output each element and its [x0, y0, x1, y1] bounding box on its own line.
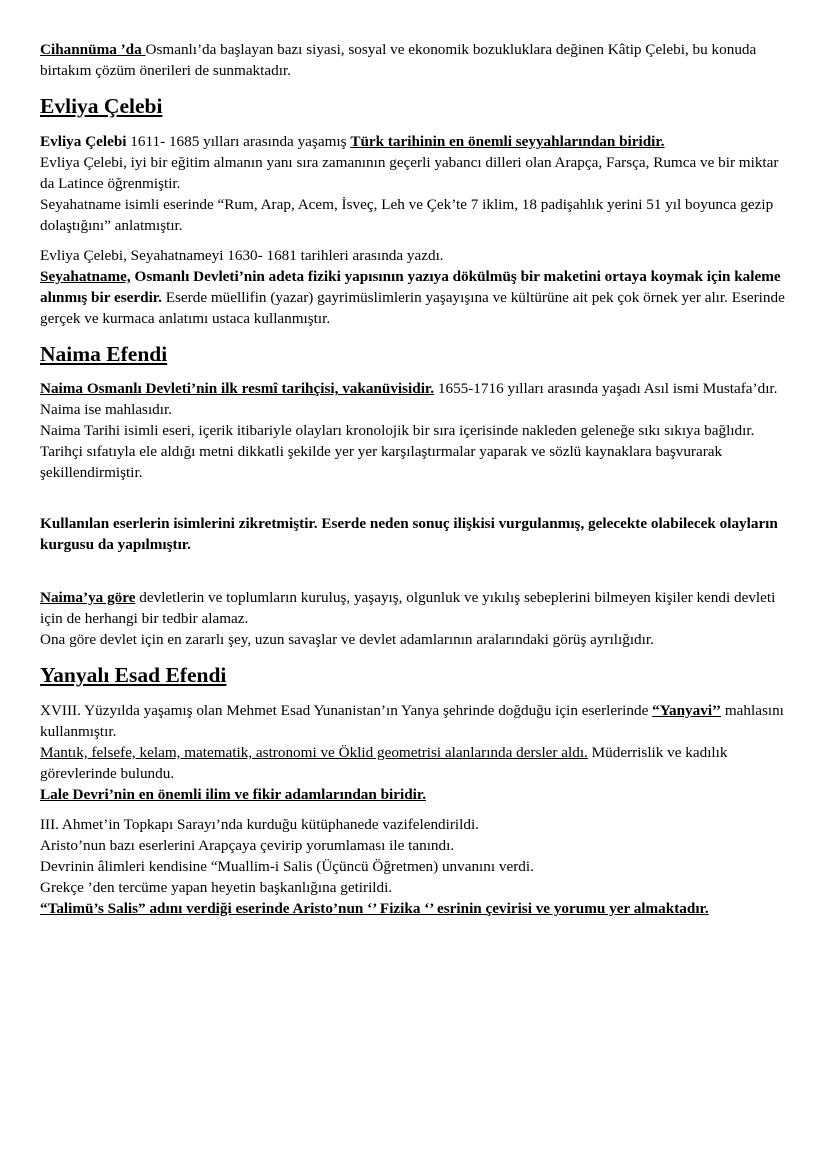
esad-p2-line3: Devrinin âlimleri kendisine “Muallim-i Salis (Üçüncü Öğretmen) unvanını verdi. [40, 858, 534, 875]
intro-text: Osmanlı’da başlayan bazı siyasi, sosyal ve ekonomik bozukluklara değinen Kâtip Çelebi, bu konuda birtakım çözüm önerileri de sunmaktadır. [40, 41, 757, 79]
intro-lead: Cihannüma ’da [40, 41, 146, 58]
esad-p1-bold2: Lale Devri’nin en önemli ilim ve fikir adamlarından biridir. [40, 786, 427, 803]
naima-p3-u: Naima’ya göre [40, 589, 136, 606]
heading-evliya: Evliya Çelebi [40, 94, 163, 118]
esad-paragraph-1 [40, 700, 792, 805]
evliya-p1-rest1: Evliya Çelebi, iyi bir eğitim almanın yanı sıra zamanının geçerli yabancı dilleri olan Arapça, Farsça, Rumca ve bir miktar da Latince öğrenmiştir. [40, 154, 779, 192]
evliya-p1-mid: 1611- 1685 yılları arasında yaşamış [126, 133, 351, 150]
esad-p2-bold: “Talimü’s Salis” adını verdiği eserinde Aristo’nun ‘’ Fizika ‘’ esrinin çevirisi ve yorumu yer almaktadır. [40, 900, 709, 917]
evliya-p2-u: Seyahatname, [40, 268, 131, 285]
naima-p1-bold: Naima Osmanlı Devleti’nin ilk resmî tarihçisi, vakanüvisidir. [40, 380, 435, 397]
esad-p1-rest: mahlasını kullanmıştır. [40, 702, 784, 740]
heading-naima: Naima Efendi [40, 342, 168, 366]
naima-paragraph-1 [40, 378, 792, 483]
evliya-p2-rest: Eserde müellifin (yazar) gayrimüslimlerin yaşayışına ve kültürüne ait pek çok örnek yer alır. Eserinde gerçek ve kurmaca anlatımı ustaca kullanmıştır. [40, 289, 785, 327]
esad-paragraph-2 [40, 814, 792, 919]
esad-p2-line2: Aristo’nun bazı eserlerini Arapçaya çevirip yorumlaması ile tanındı. [40, 837, 455, 854]
esad-p1-u: Mantık, felsefe, kelam, matematik, astronomi ve Öklid geometrisi alanlarında dersler aldı. [40, 744, 588, 761]
naima-paragraph-2: Kullanılan eserlerin isimlerini zikretmiştir. Eserde neden sonuç ilişkisi vurgulanmış, gelecekte olabilecek olayların kurgusu da yapılmıştır. [40, 515, 778, 553]
naima-p1-line2: Naima Tarihi isimli eseri, içerik itibariyle olayları kronolojik bir sıra içerisinde nakleden geleneğe sıkı sıkıya bağlıdır. [40, 422, 755, 439]
evliya-p2-bold: Osmanlı Devleti’nin adeta fiziki yapısının yazıya dökülmüş bir maketini ortaya koymak için kaleme alınmış bir eserdir. [40, 268, 781, 306]
esad-p1-text: XVIII. Yüzyılda yaşamış olan Mehmet Esad Yunanistan’ın Yanya şehrinde doğduğu için eserlerinde [40, 702, 653, 719]
naima-paragraph-3 [40, 587, 792, 650]
naima-p1-rest: 1655-1716 yılları arasında yaşadı Asıl ismi Mustafa’dır. Naima ise mahlasıdır. [40, 380, 778, 418]
evliya-p1-rest2: Seyahatname isimli eserinde “Rum, Arap, Acem, İsveç, Leh ve Çek’te 7 iklim, 18 padişahlık yerini 51 yıl boyunca gezip dolaştığını” anlatmıştır. [40, 196, 774, 234]
naima-p3-line2: Ona göre devlet için en zararlı şey, uzun savaşlar ve devlet adamlarının aralarındaki görüş ayrılığıdır. [40, 631, 654, 648]
naima-p3-rest: devletlerin ve toplumların kuruluş, yaşayış, olgunluk ve yıkılış sebeplerini bilmeyen kişiler kendi devleti için de herhangi bir tedbir alamaz. [40, 589, 776, 627]
evliya-name: Evliya Çelebi [40, 133, 127, 150]
evliya-p2-line1: Evliya Çelebi, Seyahatnameyi 1630- 1681 tarihleri arasında yazdı. [40, 247, 444, 264]
evliya-paragraph-1 [40, 131, 792, 236]
esad-p2-line4: Grekçe ’den tercüme yapan heyetin başkanlığına getirildi. [40, 879, 393, 896]
intro-paragraph [40, 39, 792, 81]
esad-p1-bold: “Yanyavi’’ [652, 702, 722, 719]
esad-p2-line1: III. Ahmet’in Topkapı Sarayı’nda kurduğu kütüphanede vazifelendirildi. [40, 816, 479, 833]
heading-esad: Yanyalı Esad Efendi [40, 663, 227, 687]
naima-p1-line3: Tarihçi sıfatıyla ele aldığı metni dikkatli şekilde yer yer karşılaştırmalar yaparak ve sözlü kaynaklara başvurarak şekillendirmiştir. [40, 443, 723, 481]
evliya-p1-bold: Türk tarihinin en önemli seyyahlarından biridir. [350, 133, 665, 150]
evliya-paragraph-2 [40, 245, 792, 329]
esad-p1-rest2: Müderrislik ve kadılık görevlerinde bulundu. [40, 744, 728, 782]
